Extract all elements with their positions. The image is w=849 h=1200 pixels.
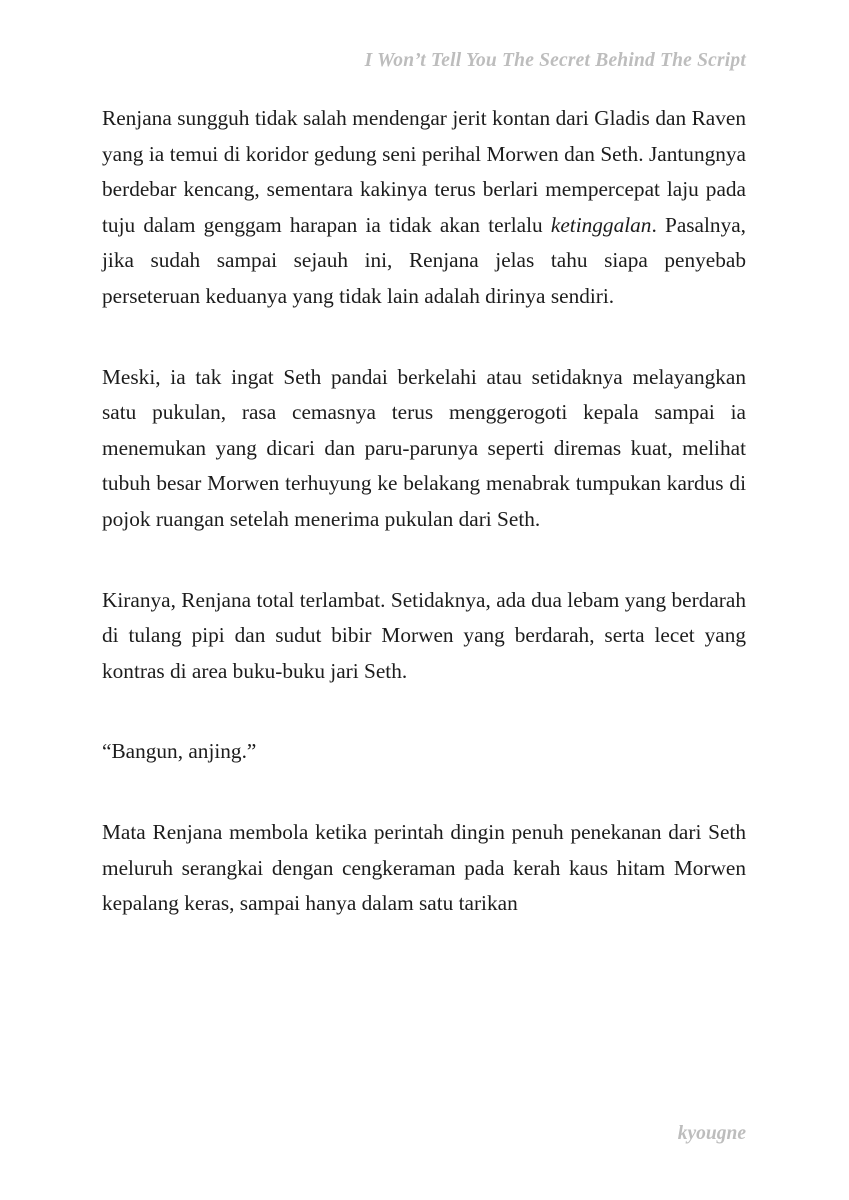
page-body	[102, 101, 746, 922]
paragraph-2: Meski, ia tak ingat Seth pandai berkelahi atau setidaknya melayangkan satu pukulan, rasa cemasnya terus menggerogoti kepala sampai ia menemukan yang dicari dan paru-parunya seperti diremas kuat, melihat tubuh besar Morwen terhuyung ke belakang menabrak tumpukan kardus di pojok ruangan setelah menerima pukulan dari Seth.	[102, 364, 746, 531]
paragraph-1-text: Renjana sungguh tidak salah mendengar jerit kontan dari Gladis dan Raven yang ia temui di koridor gedung seni perihal Morwen dan Seth. Jantungnya berdebar kencang, sementara kakinya terus berlari mempercepat laju pada tuju dalam genggam harapan ia tidak akan terlalu	[102, 106, 746, 237]
running-header-book-title: I Won’t Tell You The Secret Behind The Script	[364, 50, 746, 71]
paragraph-3: Kiranya, Renjana total terlambat. Setidaknya, ada dua lebam yang berdarah di tulang pipi dan sudut bibir Morwen yang berdarah, serta lecet yang kontras di area buku-buku jari Seth.	[102, 587, 746, 683]
paragraph-1-italic-word: ketinggalan	[550, 212, 652, 237]
paragraph-4-dialogue: “Bangun, anjing.”	[102, 739, 257, 764]
paragraph-5: Mata Renjana membola ketika perintah dingin penuh penekanan dari Seth meluruh serangkai dengan cengkeraman pada kerah kaus hitam Morwen kepalang keras, sampai hanya dalam satu tarikan	[102, 819, 746, 916]
paragraph-1-text-end: . Pasalnya, jika sudah sampai sejauh ini, Renjana jelas tahu siapa penyebab perseteruan keduanya yang tidak lain adalah dirinya sendiri.	[102, 212, 747, 308]
running-footer-author: kyougne	[677, 1123, 746, 1144]
paragraph-1	[102, 101, 746, 315]
